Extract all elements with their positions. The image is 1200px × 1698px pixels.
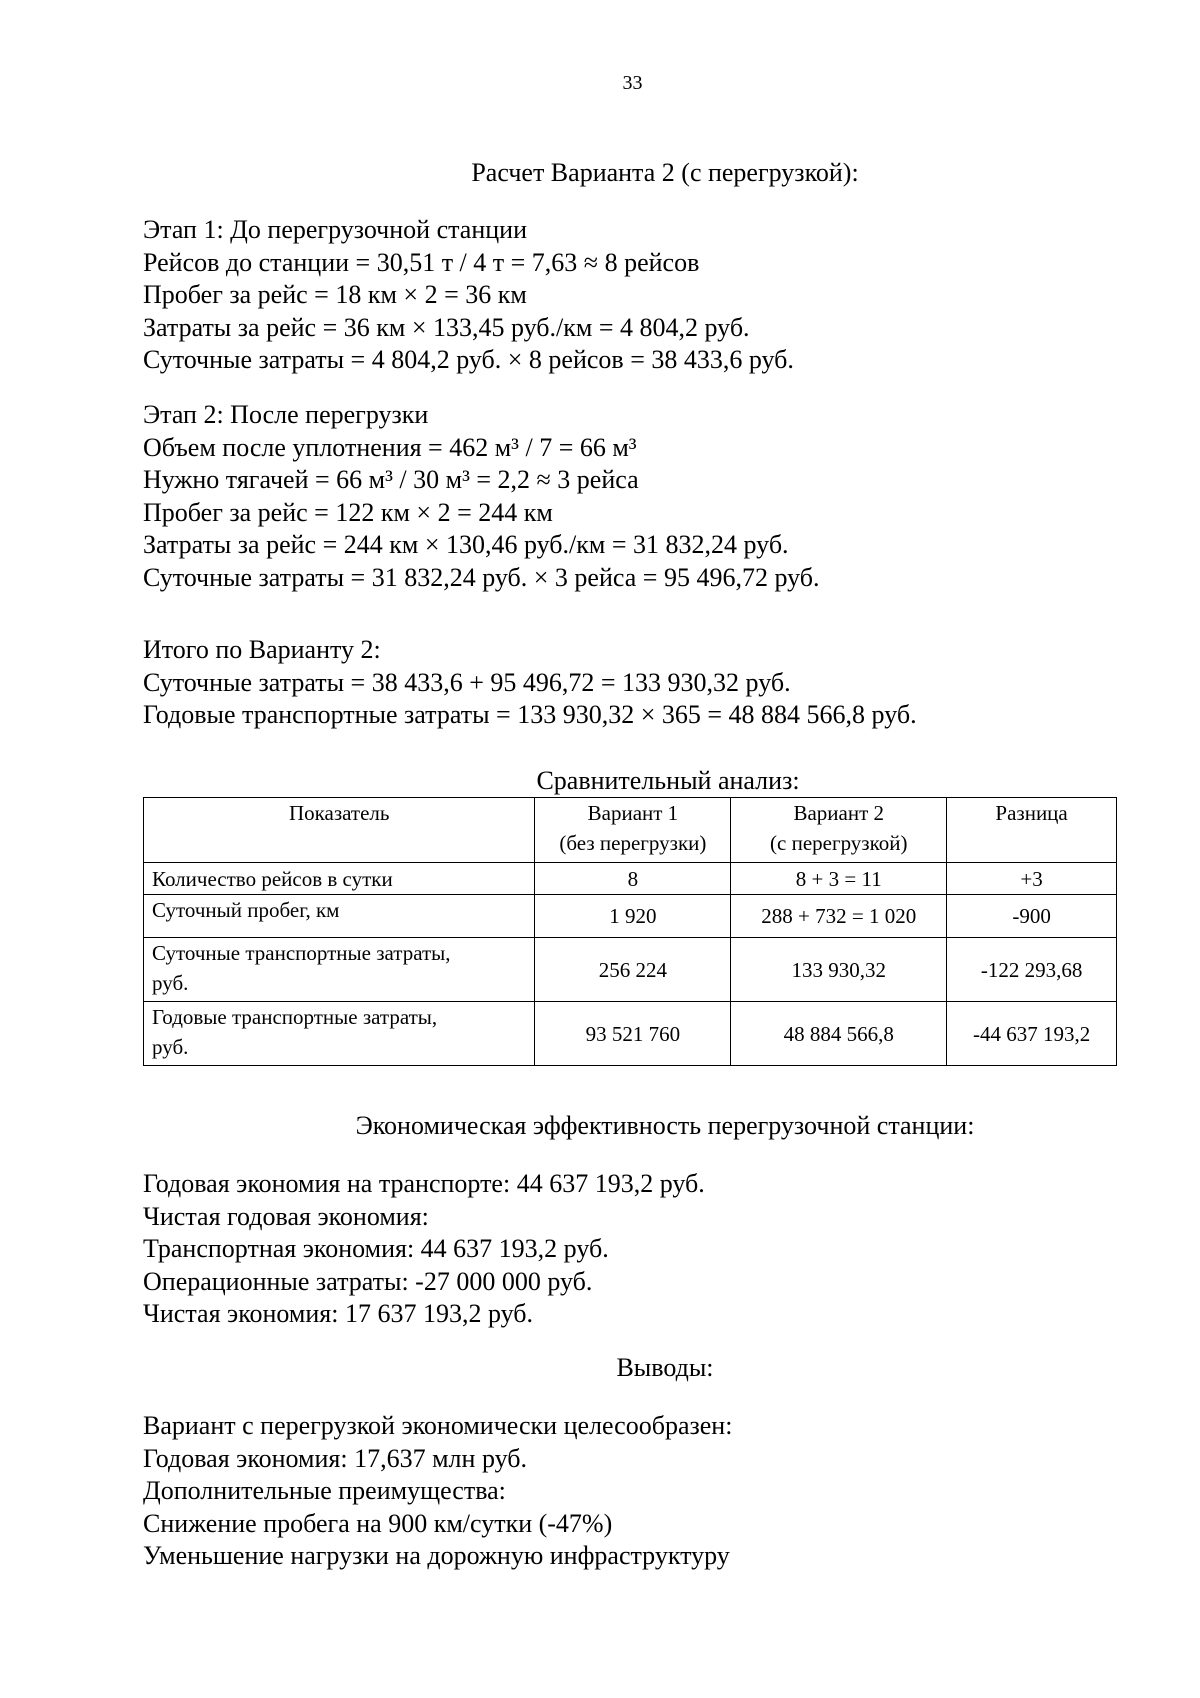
stage1-line: Этап 1: До перегрузочной станции (143, 215, 527, 244)
stage1-line: Затраты за рейс = 36 км × 133,45 руб./км = 4 804,2 руб. (143, 312, 750, 342)
conclusion-line: Годовая экономия: 17,637 млн руб. (143, 1443, 527, 1473)
total-line: Итого по Варианту 2: (143, 635, 381, 664)
cell-difference: -900 (947, 895, 1117, 938)
cell-indicator-text: Суточный пробег, км (152, 898, 340, 922)
stage2-line: Объем после уплотнения = 462 м³ / 7 = 66 м³ (143, 432, 637, 462)
cell-variant1: 1 920 (535, 895, 731, 938)
page-number: 33 (622, 72, 643, 94)
efficiency-title: Экономическая эффективность перегрузочной станции: (355, 1111, 975, 1140)
table-row (144, 1002, 1117, 1066)
cell-indicator-text: Суточные транспортные затраты, (152, 941, 451, 965)
comparison-table (143, 797, 1117, 1066)
header-variant2-subtitle: (с перегрузкой) (770, 831, 908, 855)
cell-indicator (144, 895, 535, 938)
efficiency-block (143, 1168, 705, 1331)
conclusions-block (143, 1410, 732, 1573)
table-row (144, 938, 1117, 1002)
header-indicator-label: Показатель (288, 801, 390, 825)
header-indicator (144, 798, 535, 863)
cell-indicator-text: руб. (152, 971, 189, 995)
cell-indicator-text: руб. (152, 1035, 189, 1059)
stage2-line: Затраты за рейс = 244 км × 130,46 руб./км = 31 832,24 руб. (143, 530, 789, 559)
cell-difference: +3 (947, 863, 1117, 895)
cell-difference: -44 637 193,2 (947, 1002, 1117, 1066)
conclusion-line: Уменьшение нагрузки на дорожную инфраструктуру (143, 1541, 730, 1570)
stage2-block (143, 399, 819, 594)
total-block (143, 634, 917, 732)
cell-variant2: 288 + 732 = 1 020 (731, 895, 947, 938)
comparison-title: Сравнительный анализ: (536, 766, 800, 795)
cell-variant1: 8 (535, 863, 731, 895)
total-line: Суточные затраты = 38 433,6 + 95 496,72 = 133 930,32 руб. (143, 667, 791, 697)
stage1-line: Суточные затраты = 4 804,2 руб. × 8 рейсов = 38 433,6 руб. (143, 345, 794, 374)
cell-indicator-text: Количество рейсов в сутки (152, 866, 393, 891)
header-variant1-subtitle: (без перегрузки) (559, 831, 707, 855)
cell-indicator-text: Годовые транспортные затраты, (152, 1005, 438, 1029)
total-line: Годовые транспортные затраты = 133 930,32 × 365 = 48 884 566,8 руб. (143, 700, 917, 729)
stage1-block (143, 214, 794, 377)
header-difference (947, 798, 1117, 863)
header-variant2-title: Вариант 2 (793, 801, 885, 825)
stage2-line: Этап 2: После перегрузки (143, 400, 429, 429)
table-row (144, 895, 1117, 938)
stage2-line: Суточные затраты = 31 832,24 руб. × 3 рейса = 95 496,72 руб. (143, 562, 820, 592)
stage2-line: Нужно тягачей = 66 м³ / 30 м³ = 2,2 ≈ 3 рейса (143, 465, 639, 494)
efficiency-line: Годовая экономия на транспорте: 44 637 193,2 руб. (143, 1169, 705, 1198)
cell-indicator (144, 938, 535, 1002)
conclusion-line: Снижение пробега на 900 км/сутки (-47%) (143, 1508, 613, 1538)
cell-indicator (144, 863, 535, 895)
cell-variant2: 48 884 566,8 (731, 1002, 947, 1066)
stage1-line: Пробег за рейс = 18 км × 2 = 36 км (143, 280, 527, 309)
cell-variant2: 133 930,32 (731, 938, 947, 1002)
stage2-line: Пробег за рейс = 122 км × 2 = 244 км (143, 497, 553, 527)
conclusion-line: Вариант с перегрузкой экономически целесообразен: (143, 1411, 733, 1440)
cell-indicator (144, 1002, 535, 1066)
efficiency-line: Транспортная экономия: 44 637 193,2 руб. (143, 1234, 609, 1263)
efficiency-line: Чистая годовая экономия: (143, 1201, 429, 1231)
conclusions-title: Выводы: (616, 1353, 714, 1382)
conclusion-line: Дополнительные преимущества: (143, 1476, 506, 1505)
header-variant1 (535, 798, 731, 863)
cell-difference: -122 293,68 (947, 938, 1117, 1002)
table-header-row (144, 798, 1117, 863)
header-difference-label: Разница (995, 801, 1068, 825)
cell-variant2: 8 + 3 = 11 (731, 863, 947, 895)
header-variant2 (731, 798, 947, 863)
efficiency-line: Операционные затраты: -27 000 000 руб. (143, 1266, 593, 1296)
efficiency-line: Чистая экономия: 17 637 193,2 руб. (143, 1299, 534, 1328)
cell-variant1: 256 224 (535, 938, 731, 1002)
section-heading-variant2: Расчет Варианта 2 (с перегрузкой): (471, 158, 859, 187)
header-variant1-title: Вариант 1 (587, 801, 679, 825)
stage1-line: Рейсов до станции = 30,51 т / 4 т = 7,63 ≈ 8 рейсов (143, 247, 700, 277)
cell-variant1: 93 521 760 (535, 1002, 731, 1066)
table-row (144, 863, 1117, 895)
